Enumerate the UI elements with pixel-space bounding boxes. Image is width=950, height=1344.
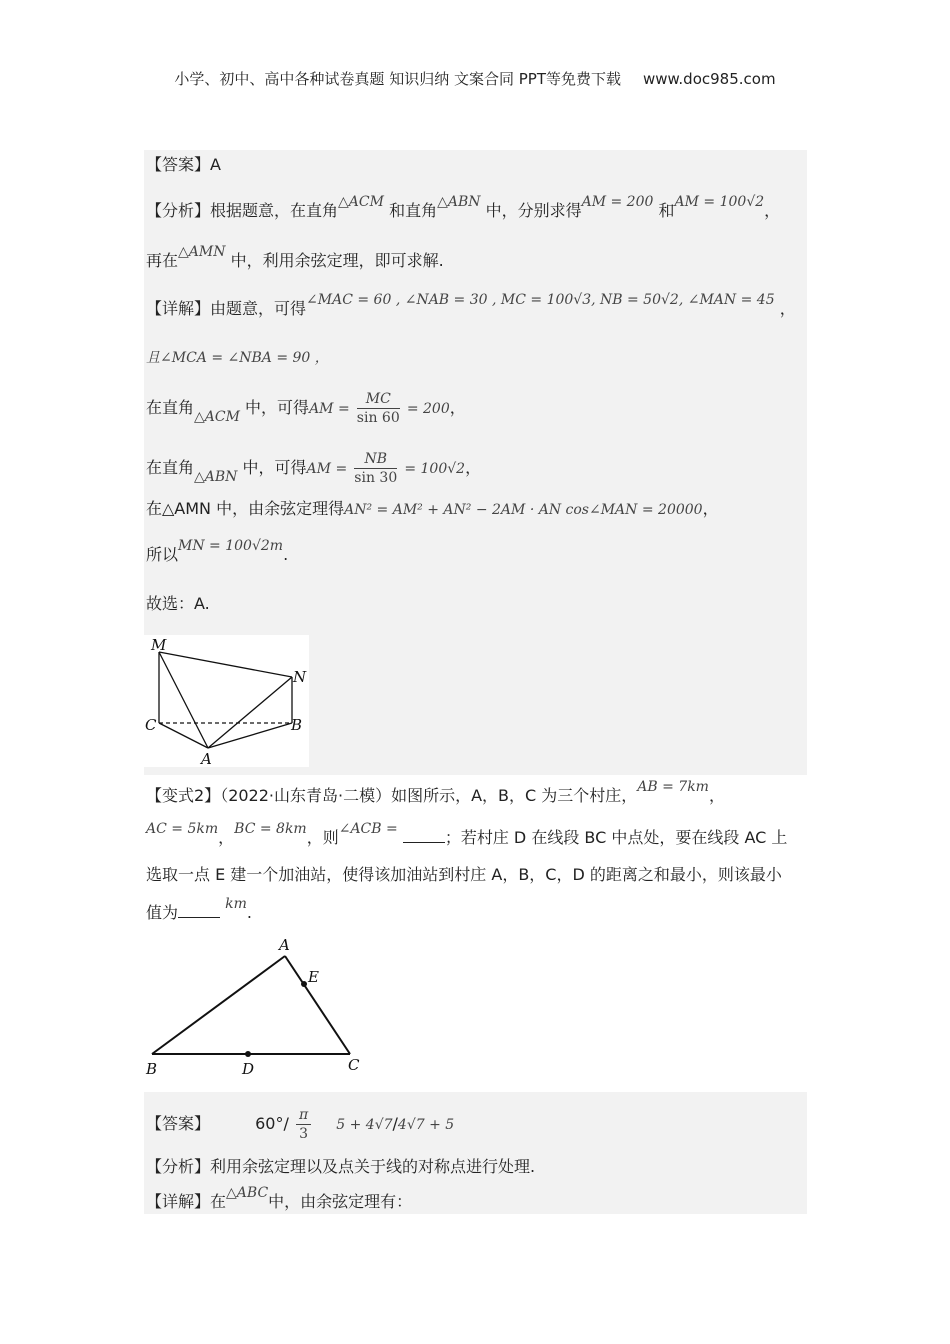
answer-blank-1	[403, 828, 445, 843]
label-B2: B	[146, 1060, 158, 1078]
figure-prism	[144, 635, 309, 767]
detail-line: 【详解】由题意，可得∠MAC = 60 , ∠NAB = 30 , MC = 100√3, NB = 50√2, ∠MAN = 45 ，	[146, 292, 796, 318]
header-text: 小学、初中、高中各种试卷真题 知识归纳 文案合同 PPT等免费下载	[174, 70, 621, 88]
detail-line-4: 且∠MCA = ∠NBA = 90 ，	[146, 350, 329, 366]
fraction-mc-sin60: $\frac{MC}{\sin 60}$	[356, 391, 400, 426]
answer-blank-2	[178, 903, 220, 918]
detail-line-6: 在直角△ABN 中，可得AM = $\frac{NB}{\sin 30}$ = 100√2，	[146, 451, 482, 486]
label-C2: C	[348, 1056, 360, 1074]
solution-block-2	[144, 1092, 807, 1214]
detail-line-7: 在△AMN 中，由余弦定理得AN² = AM² + AN² − 2AM · AN cos∠MAN = 20000，	[146, 499, 719, 518]
fraction-nb-sin30: $\frac{NB}{\sin 30}$	[354, 451, 398, 486]
answer-value: A	[210, 155, 221, 174]
analysis-line-2: 再在△AMN 中，利用余弦定理，即可求解.	[146, 244, 444, 270]
choice-line: 故选：A.	[146, 594, 210, 613]
label-N: N	[293, 668, 307, 686]
question-2-line-1: 【变式2】（2022·山东青岛·二模）如图所示，A，B，C 为三个村庄，AB = 7km，	[146, 779, 725, 805]
answer-line: 【答案】A	[146, 155, 221, 174]
point-D	[245, 1051, 251, 1057]
answer-line-2: 【答案】 60°/ $\frac{\pi}{3}$ 5 + 4√7/4√7 + 5	[146, 1107, 455, 1142]
label-A2: A	[279, 936, 290, 954]
question-2-line-2: AC = 5km，BC = 8km，则∠ACB = ；若村庄 D 在线段 BC 中点处，要在线段 AC 上	[146, 821, 788, 847]
detail-line-q2: 【详解】在△ABC中，由余弦定理有：	[146, 1185, 413, 1211]
header-site: www.doc985.com	[642, 70, 776, 88]
figure-triangle	[140, 932, 380, 1082]
label-E: E	[308, 968, 319, 986]
analysis-line: 【分析】根据题意，在直角△ACM 和直角△ABN 中，分别求得AM = 200 和AM = 100√2，	[146, 194, 781, 220]
fraction-pi-3: $\frac{\pi}{3}$	[296, 1106, 311, 1143]
label-C: C	[145, 716, 157, 734]
page-header	[0, 68, 950, 89]
question-2-line-3: 选取一点 E 建一个加油站，使得该加油站到村庄 A，B，C，D 的距离之和最小，则该最小	[146, 865, 782, 884]
label-D: D	[242, 1060, 255, 1078]
solution-block-1	[144, 150, 807, 775]
question-2-line-4: 值为 km.	[146, 896, 252, 922]
point-E	[301, 981, 307, 987]
detail-line-8: 所以MN = 100√2m.	[146, 538, 289, 564]
label-B: B	[291, 716, 303, 734]
analysis-line-q2: 【分析】利用余弦定理以及点关于线的对称点进行处理.	[146, 1157, 536, 1176]
label-A: A	[201, 750, 212, 767]
label-M: M	[151, 636, 167, 654]
detail-line-5: 在直角△ACM 中，可得AM = $\frac{MC}{\sin 60}$ = 200，	[146, 391, 466, 426]
